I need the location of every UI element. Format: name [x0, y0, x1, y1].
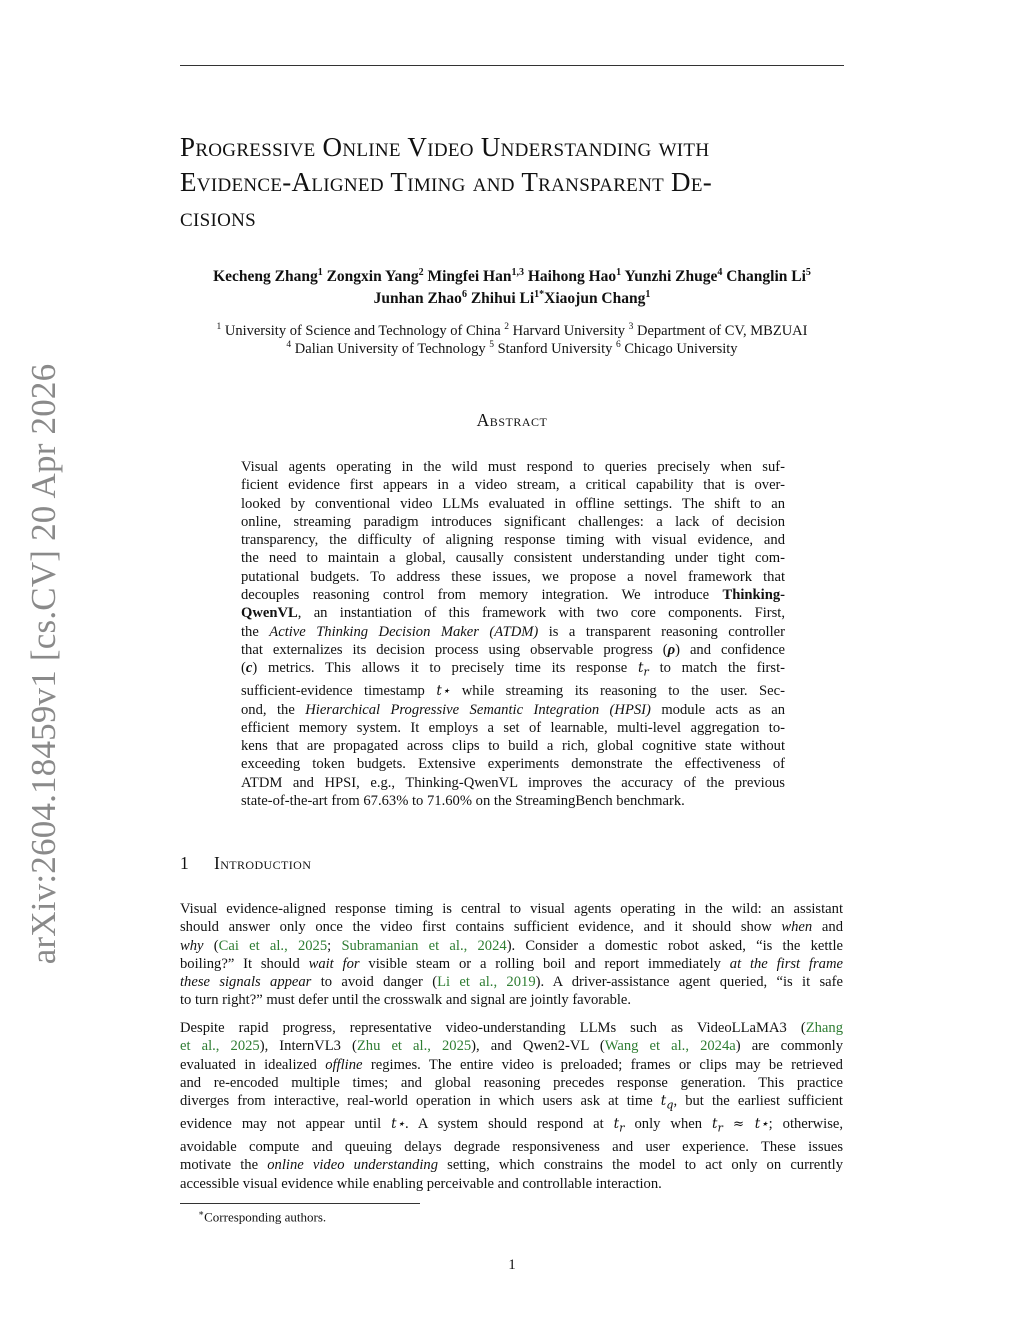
author-name: Yunzhi Zhuge: [624, 268, 718, 285]
abstract-line: [241, 659, 785, 682]
text: , an instantiation of this framework with two core components. First,: [297, 605, 785, 622]
math-symbol: [637, 660, 649, 679]
text: visible steam or a rolling boil and report immediately: [368, 955, 721, 972]
text: evidence may not appear until: [180, 1116, 382, 1133]
abstract-line: [241, 586, 785, 604]
text: evaluated in idealized: [180, 1056, 317, 1073]
text: avoidable compute and queuing delays degrade responsiveness and user experience. These issues: [180, 1139, 843, 1156]
author-affil-mark: 4: [717, 266, 723, 278]
abstract-line: [241, 792, 785, 810]
body-line: [180, 918, 843, 936]
text: only when: [634, 1116, 703, 1133]
abstract-heading: Abstract: [476, 410, 548, 430]
text: ) and confidence: [675, 641, 785, 658]
abstract-line: [241, 641, 785, 659]
emphasis: online video understanding: [267, 1157, 438, 1174]
abstract-body: [241, 458, 785, 810]
title-line: Evidence-Aligned Timing and Transparent De-: [180, 167, 713, 197]
body-line: [180, 1019, 843, 1037]
body-line: [180, 1138, 843, 1156]
emphasis: Active Thinking Decision Maker (ATDM): [269, 623, 539, 640]
model-name: QwenVL: [241, 605, 298, 622]
emphasis: why: [180, 937, 204, 954]
intro-paragraph-1: [180, 900, 843, 1010]
affil-mark: 4: [286, 340, 292, 351]
citation-year: 2024: [477, 937, 507, 954]
math-var: t: [660, 1093, 667, 1110]
author-affil-mark: 1: [616, 266, 622, 278]
math-symbol: t⋆: [436, 683, 451, 700]
math-symbol: [660, 1093, 674, 1112]
text: boiling?” It should: [180, 955, 300, 972]
citation-link[interactable]: Li et al., 2019: [437, 974, 536, 991]
model-name: Thinking-: [722, 587, 785, 604]
abstract-line: [241, 682, 785, 700]
footnote-mark: ∗: [198, 1208, 205, 1218]
body-line: [180, 900, 843, 918]
emphasis: at the first frame: [729, 955, 843, 972]
text: motivate the: [180, 1157, 259, 1174]
math-symbol: ≈ t⋆: [732, 1116, 769, 1133]
abstract-line: [241, 604, 785, 622]
math-symbol: c: [245, 660, 253, 677]
math-symbol: [613, 1116, 625, 1135]
section-heading: [180, 853, 311, 874]
citation-year: 2019: [506, 974, 536, 991]
author-list: [120, 266, 904, 310]
citation-year: 2024a: [700, 1038, 736, 1055]
text: accessible visual evidence while enabling perceivable and controllable interaction.: [180, 1175, 662, 1192]
citation-authors: Zhu et al.: [356, 1038, 428, 1055]
title-line: cisions: [180, 202, 257, 232]
citation-link[interactable]: Zhang: [805, 1020, 843, 1036]
abstract-line: [241, 755, 785, 773]
affil-mark: 6: [616, 340, 621, 351]
title-line: Progressive Online Video Understanding with: [180, 132, 710, 162]
body-line: [180, 1156, 843, 1174]
text: should answer only once the video first contains sufficient evidence, and it should show: [180, 919, 772, 936]
affiliation: University of Science and Technology of China: [224, 323, 501, 339]
text: regimes. The entire video is preloaded; frames or clips may be retrieved: [370, 1056, 843, 1073]
citation-year: 2025: [297, 937, 328, 954]
affiliations: [120, 322, 904, 358]
author-name: Zhihui Li: [470, 290, 535, 307]
text: (: [241, 660, 246, 677]
abstract-line: [241, 701, 785, 719]
text: (: [213, 937, 219, 954]
citation-authors: Cai et al.: [218, 937, 285, 954]
abstract-line: [241, 549, 785, 567]
text: Visual evidence-aligned response timing is central to visual agents operating in the wild: an assistant: [180, 901, 843, 917]
text: to turn right?” must defer until the crosswalk and signal are jointly favorable.: [180, 992, 632, 1009]
arxiv-id-text: arXiv:2604.18459v1 [cs.CV] 20 Apr 2026: [24, 363, 63, 965]
text: . A system should respond at: [405, 1116, 604, 1133]
author-line: [120, 266, 904, 288]
body-line: [180, 1115, 843, 1138]
text: ). A driver-assistance agent queried, “is it safe: [535, 974, 843, 991]
text: , but the earliest sufficient: [673, 1093, 843, 1110]
text: that externalizes its decision process using observable progress (: [241, 641, 668, 658]
author-affil-mark: 6: [461, 288, 467, 300]
author-name: Xiaojun Chang: [544, 290, 646, 307]
text: ). Consider a domestic robot asked, “is the kettle: [506, 937, 844, 954]
abstract-line: [241, 774, 785, 792]
citation-authors: Li et al.: [437, 974, 494, 991]
citation-year: 2025: [441, 1038, 472, 1055]
text: is a transparent reasoning controller: [548, 623, 786, 640]
body-line: [180, 1037, 843, 1055]
body-line: [180, 973, 843, 991]
citation-link[interactable]: Wang et al., 2024a: [604, 1038, 736, 1055]
affiliation: Stanford University: [497, 341, 613, 357]
text: setting, which constrains the model to act only on currently: [447, 1157, 843, 1174]
abstract-line: [241, 458, 785, 476]
text: state-of-the-art from 67.63% to 71.60% on the StreamingBench benchmark.: [241, 793, 685, 810]
abstract-line: [241, 623, 785, 641]
affiliation: Chicago University: [624, 341, 738, 357]
author-name: Junhan Zhao: [373, 290, 462, 307]
abstract-line: [241, 476, 785, 494]
abstract-line: [241, 737, 785, 755]
author-name: Haihong Hao: [527, 268, 617, 285]
text: sufficient-evidence timestamp: [241, 683, 425, 700]
text: looked by conventional video LLMs evaluated in offline settings. The shift to an: [241, 495, 785, 512]
citation-link[interactable]: Cai et al., 2025: [218, 937, 328, 954]
author-affil-mark: 1: [645, 288, 651, 300]
citation-link[interactable]: Zhu et al., 2025: [356, 1038, 472, 1055]
abstract-line: [241, 495, 785, 513]
section-title: Introduction: [214, 853, 312, 873]
affiliation: Department of CV, MBZUAI: [636, 323, 808, 339]
text: and re-encoded multiple times; and global reasoning precedes response generation. This practice: [180, 1074, 843, 1091]
intro-paragraph-2: [180, 1019, 843, 1193]
body-line: [180, 1074, 843, 1092]
text: the need to maintain a global, causally consistent understanding under tight com-: [241, 550, 785, 567]
affiliation-line: [120, 322, 904, 340]
text: diverges from interactive, real-world operation in which users ask at time: [180, 1093, 653, 1110]
citation-year: 2025: [230, 1038, 260, 1055]
text: ficient evidence first appears in a video stream, a critical capability that is over-: [241, 477, 785, 494]
text: ATDM and HPSI, e.g., Thinking-QwenVL improves the accuracy of the previous: [241, 774, 785, 791]
author-affil-mark: 1,3: [511, 266, 524, 278]
affil-mark: 5: [489, 340, 494, 351]
citation-link[interactable]: et al., 2025: [180, 1038, 260, 1055]
paper-title: [180, 130, 850, 235]
math-var: t: [613, 1116, 620, 1133]
emphasis: Hierarchical Progressive Semantic Integration (HPSI): [305, 701, 651, 718]
emphasis: these signals appear: [180, 974, 312, 991]
text: efficient memory system. It employs a set of learnable, multi-level aggregation to-: [241, 719, 785, 736]
abstract-line: [241, 513, 785, 531]
emphasis: when: [781, 919, 813, 936]
author-name: Zongxin Yang: [326, 268, 419, 285]
author-name: Kecheng Zhang: [213, 268, 318, 285]
footnote: [198, 1208, 326, 1225]
math-symbol: t⋆: [391, 1116, 406, 1133]
emphasis: offline: [325, 1056, 363, 1073]
section-number: 1: [180, 853, 189, 873]
body-line: [180, 1056, 843, 1074]
affiliation-line: [120, 340, 904, 358]
text: ; otherwise,: [768, 1116, 844, 1133]
text: while streaming its reasoning to the user. Sec-: [461, 683, 785, 700]
body-line: why (Cai et al., 2025; Subramanian et al., 2024). Consider a domestic robot asked, “is the kettle: [180, 937, 844, 954]
text: the: [241, 623, 259, 640]
affil-mark: 1: [216, 322, 222, 333]
body-line: [180, 1092, 843, 1115]
math-symbol: ρ: [667, 641, 676, 658]
math-sub: r: [643, 665, 649, 679]
citation-authors: et al.: [180, 1038, 216, 1055]
author-name: Changlin Li: [726, 268, 806, 285]
text: online, streaming paradigm introduces significant challenges: a lack of decision: [241, 513, 785, 530]
abstract-line: [241, 531, 785, 549]
text: Visual agents operating in the wild must respond to queries precisely when suf-: [241, 459, 785, 475]
math-var: t: [637, 660, 644, 677]
affil-mark: 2: [504, 322, 510, 333]
citation-authors: Subramanian et al.: [341, 937, 464, 954]
citation-link[interactable]: Subramanian et al., 2024: [341, 937, 507, 954]
text: module acts as an: [661, 701, 785, 718]
text: and: [821, 919, 843, 936]
body-line: [180, 1175, 843, 1193]
author-line: [120, 288, 904, 310]
text: exceeding token budgets. Extensive experiments demonstrate the effectiveness of: [241, 756, 785, 773]
text: ), InternVL3 (: [259, 1038, 357, 1055]
math-sub: r: [717, 1121, 723, 1135]
citation-authors: Wang et al.: [604, 1038, 686, 1055]
author-affil-mark: 1: [317, 266, 323, 278]
footnote-text: Corresponding authors.: [204, 1209, 327, 1225]
abstract-line: [241, 719, 785, 737]
author-affil-mark: 2: [418, 266, 424, 278]
text: ), and Qwen2-VL (: [471, 1038, 605, 1055]
header-rule: [180, 65, 844, 66]
body-line: [180, 955, 843, 973]
text: Despite rapid progress, representative video-understanding LLMs such as VideoLLaMA3 (: [180, 1020, 806, 1036]
emphasis: wait for: [308, 955, 360, 972]
author-name: Mingfei Han: [427, 268, 512, 285]
math-sub: q: [666, 1098, 674, 1112]
affiliation: Harvard University: [512, 323, 625, 339]
text: to match the first-: [659, 660, 785, 677]
text: ) are commonly: [735, 1038, 844, 1055]
author-affil-mark: 5: [805, 266, 811, 278]
text: to avoid danger (: [320, 974, 438, 991]
author-affil-mark: 1*: [534, 288, 545, 300]
text: ) metrics. This allows it to precisely time its response: [252, 660, 628, 677]
affil-mark: 3: [628, 322, 634, 333]
abstract-line: [241, 568, 785, 586]
text: ond, the: [241, 701, 295, 718]
page-number: 1: [508, 1257, 516, 1273]
math-symbol: [712, 1116, 723, 1135]
text: putational budgets. To address these issues, we propose a novel framework that: [241, 568, 785, 585]
math-var: t: [712, 1116, 718, 1133]
text: decouples reasoning control from memory integration. We introduce: [241, 587, 710, 604]
affiliation: Dalian University of Technology: [294, 341, 486, 357]
math-sub: r: [619, 1121, 625, 1135]
text: transparency, the difficulty of aligning response timing with visual evidence, and: [241, 532, 785, 549]
text: kens that are propagated across clips to build a rich, global cognitive state without: [241, 738, 785, 755]
footnote-rule: [180, 1203, 420, 1204]
body-line: [180, 991, 843, 1009]
